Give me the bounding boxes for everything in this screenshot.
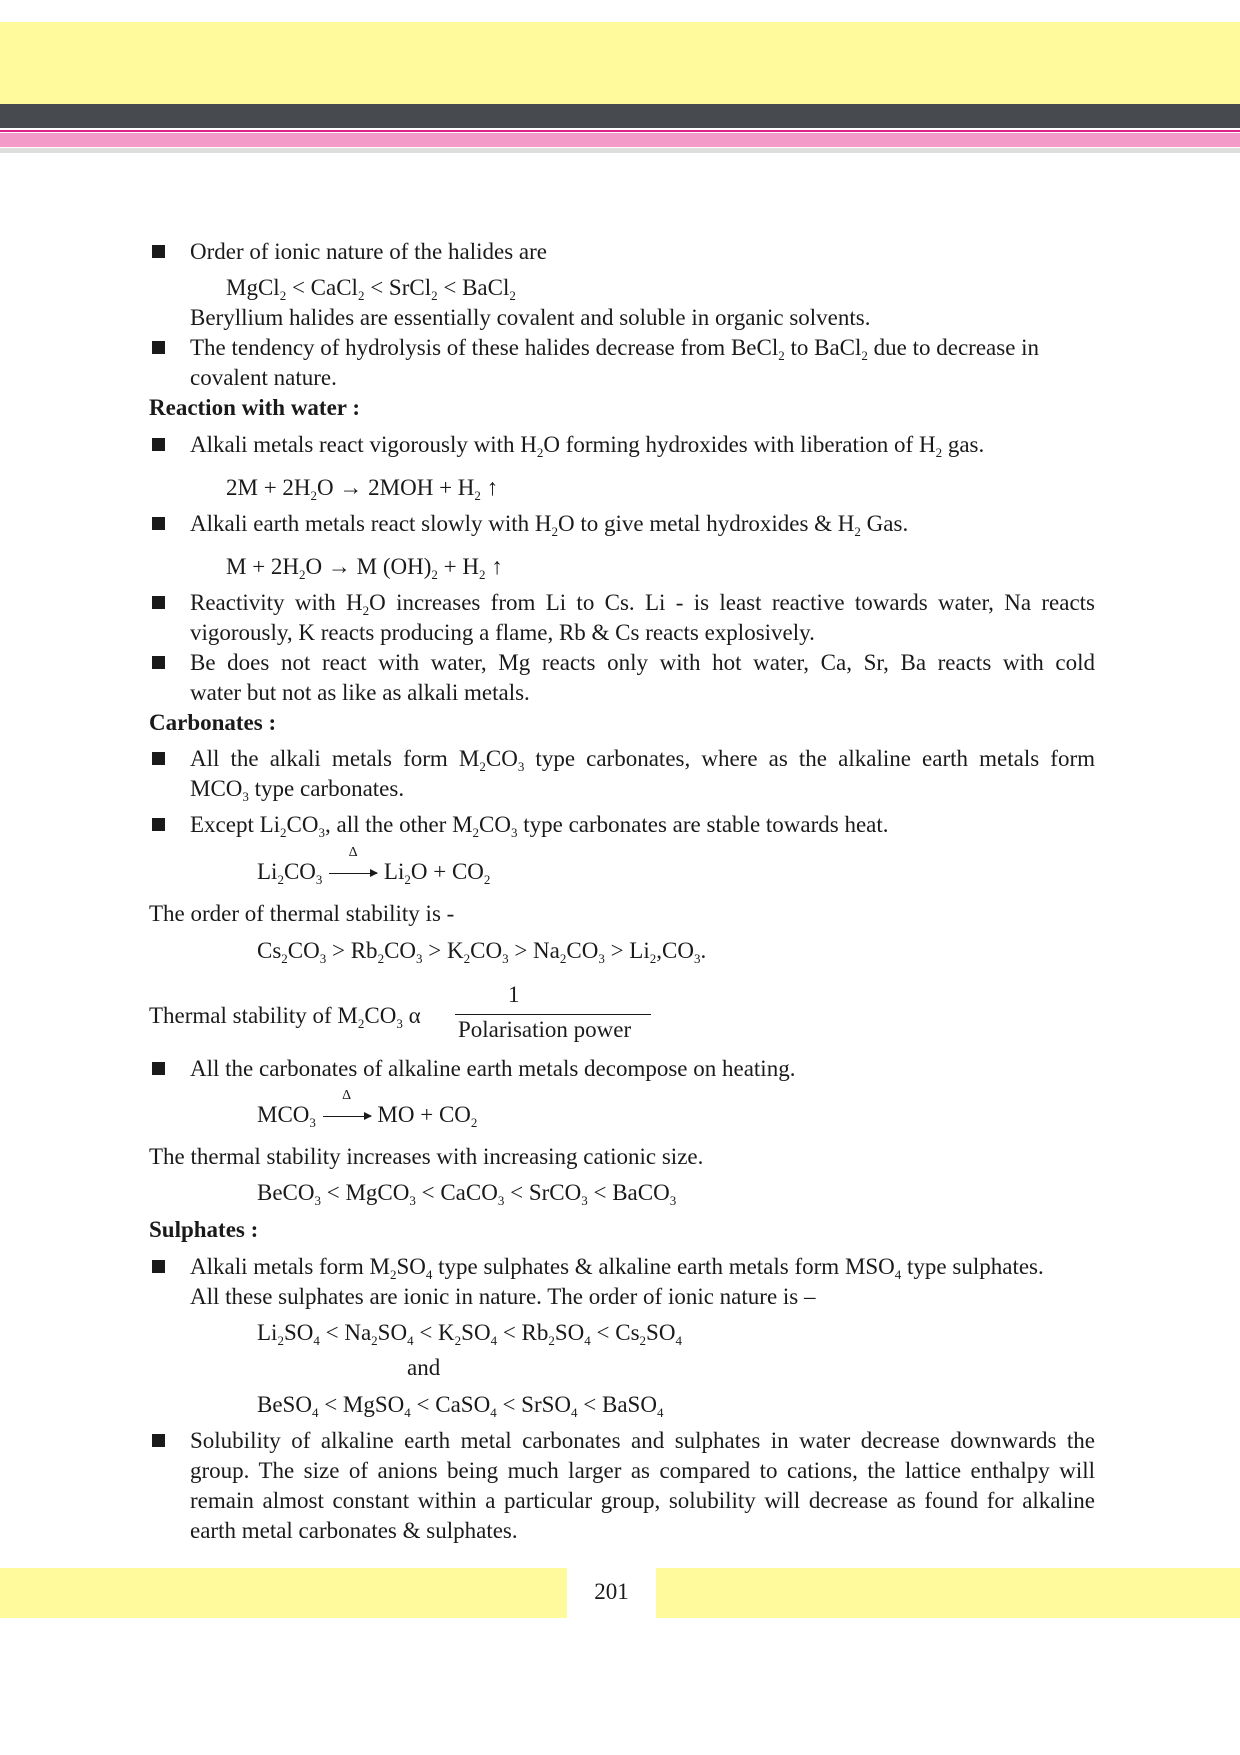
footer-yellow-right	[656, 1568, 1240, 1618]
thermal-stability-relation: Thermal stability of $M_2CO_3$ α	[149, 1003, 421, 1031]
halide-order-equation: MgCl$_2$ < CaCl$_2$ < SrCl$_2$ < BaCl$_2$	[226, 275, 516, 303]
sulphates-text-line2: All these sulphates are ionic in nature. The order of ionic nature is –	[190, 1284, 816, 1309]
header-yellow-band	[0, 22, 1240, 104]
be-water-text-line2: water but not as like as alkali metals.	[190, 680, 530, 705]
heading-reaction-with-water: Reaction with water :	[149, 395, 360, 420]
header-pink-band	[0, 133, 1240, 147]
be-water-text-line1: Be does not react with water, Mg reacts only with hot water, Ca, Sr, Ba reacts with cold	[190, 650, 1095, 675]
bullet-icon	[152, 656, 165, 669]
bullet-icon	[152, 1260, 165, 1273]
bullet-icon	[152, 341, 165, 354]
solubility-text-line4: earth metal carbonates & sulphates.	[190, 1518, 518, 1543]
page-number: 201	[594, 1579, 629, 1604]
sulphates-text-line1: Alkali metals form $M_2SO_4$ type sulphates & alkaline earth metals form $MSO_4$ type sulphates.	[190, 1254, 1044, 1282]
alkaline-earth-water-equation: $M + 2H_2O \to M$ $(OH)_2 + H_2$ ↑	[226, 554, 503, 582]
mco3-decomposition-equation	[257, 1088, 478, 1130]
fraction-numerator: 1	[508, 982, 520, 1007]
header-gray-line	[0, 148, 1240, 153]
solubility-text-line2: group. The size of anions being much larger as compared to cations, the lattice enthalpy will	[190, 1458, 1095, 1483]
eq-left: $Li_2CO_3$	[257, 859, 323, 887]
alkaline-carbonates-decompose-text: All the carbonates of alkaline earth metals decompose on heating.	[190, 1056, 796, 1081]
bullet-icon	[152, 245, 165, 258]
bullet-icon	[152, 752, 165, 765]
solubility-text-line3: remain almost constant within a particular group, solubility will decrease as found for alkaline	[190, 1488, 1095, 1513]
and-text: and	[407, 1355, 441, 1380]
footer-yellow-left	[0, 1568, 567, 1618]
carbonates-text-line2: $MCO_3$ type carbonates.	[190, 776, 405, 804]
fraction-bar	[455, 1014, 651, 1015]
bullet-icon	[152, 438, 165, 451]
alkaline-carbonate-order-equation: BeCO$_3$ < MgCO$_3$ < CaCO$_3$ < SrCO$_3$ < BaCO$_3$	[257, 1180, 677, 1208]
reactivity-text-line1: Reactivity with $H_2O$ increases from Li to Cs. Li - is least reactive towards water, Na reacts	[190, 590, 1095, 618]
alkali-sulphate-order-equation: $Li_2SO_4 < Na_2SO_4 < K_2SO_4 < Rb_2SO_4 < Cs_2SO_4$	[257, 1320, 682, 1348]
alkali-water-text: Alkali metals react vigorously with $H_2O$ forming hydroxides with liberation of $H_2$ gas.	[190, 432, 985, 460]
header-dark-band	[0, 104, 1240, 128]
bullet-icon	[152, 1434, 165, 1447]
thermal-increase-text: The thermal stability increases with increasing cationic size.	[149, 1144, 704, 1169]
heat-arrow-icon	[328, 845, 378, 886]
header-pink-line	[0, 130, 1240, 132]
hydrolysis-text-line1: The tendency of hydrolysis of these halides decrease from BeCl$_2$ to BaCl$_2$ due to decrease in	[190, 335, 1040, 363]
halide-order-text: Order of ionic nature of the halides are	[190, 239, 547, 264]
bullet-icon	[152, 596, 165, 609]
li-carbonate-decomposition-equation	[257, 845, 491, 887]
heading-carbonates: Carbonates :	[149, 710, 277, 735]
except-li-text: Except $Li_2CO_3$, all the other $M_2CO_3$ type carbonates are stable towards heat.	[190, 812, 889, 840]
eq-right: $Li_2O + CO_2$	[383, 859, 491, 887]
bullet-icon	[152, 517, 165, 530]
delta-symbol: Δ	[348, 845, 358, 860]
thermal-order-text: The order of thermal stability is -	[149, 901, 455, 926]
beryllium-halides-text: Beryllium halides are essentially covalent and soluble in organic solvents.	[190, 305, 871, 330]
carbonates-text-line1: All the alkali metals form $M_2CO_3$ type carbonates, where as the alkaline earth metals form	[190, 746, 1095, 774]
alkali-water-equation: $2M + 2H_2O \to 2MOH + H_2$ ↑	[226, 475, 499, 503]
reactivity-text-line2: vigorously, K reacts producing a flame, Rb & Cs reacts explosively.	[190, 620, 815, 645]
heading-sulphates: Sulphates :	[149, 1217, 259, 1242]
delta-symbol: Δ	[342, 1088, 352, 1103]
bullet-icon	[152, 818, 165, 831]
fraction-denominator: Polarisation power	[458, 1017, 632, 1042]
hydrolysis-text-line2: covalent nature.	[190, 365, 337, 390]
alkaline-earth-water-text: Alkali earth metals react slowly with $H_2O$ to give metal hydroxides & $H_2$ Gas.	[190, 511, 909, 539]
heat-arrow-icon	[322, 1088, 372, 1129]
bullet-icon	[152, 1062, 165, 1075]
thermal-order-equation: $Cs_2CO_3 > Rb_2CO_3 > K_2CO_3 > Na_2CO_3 > Li_2,CO_3$.	[257, 938, 707, 966]
alkaline-earth-sulphate-order-equation: BeSO$_4$ < MgSO$_4$ < CaSO$_4$ < SrSO$_4$ < BaSO$_4$	[257, 1392, 664, 1420]
solubility-text-line1: Solubility of alkaline earth metal carbonates and sulphates in water decrease downwards the	[190, 1428, 1095, 1453]
eq-right: MO + $CO_2$	[377, 1102, 478, 1130]
eq-left: $MCO_3$	[257, 1102, 316, 1130]
